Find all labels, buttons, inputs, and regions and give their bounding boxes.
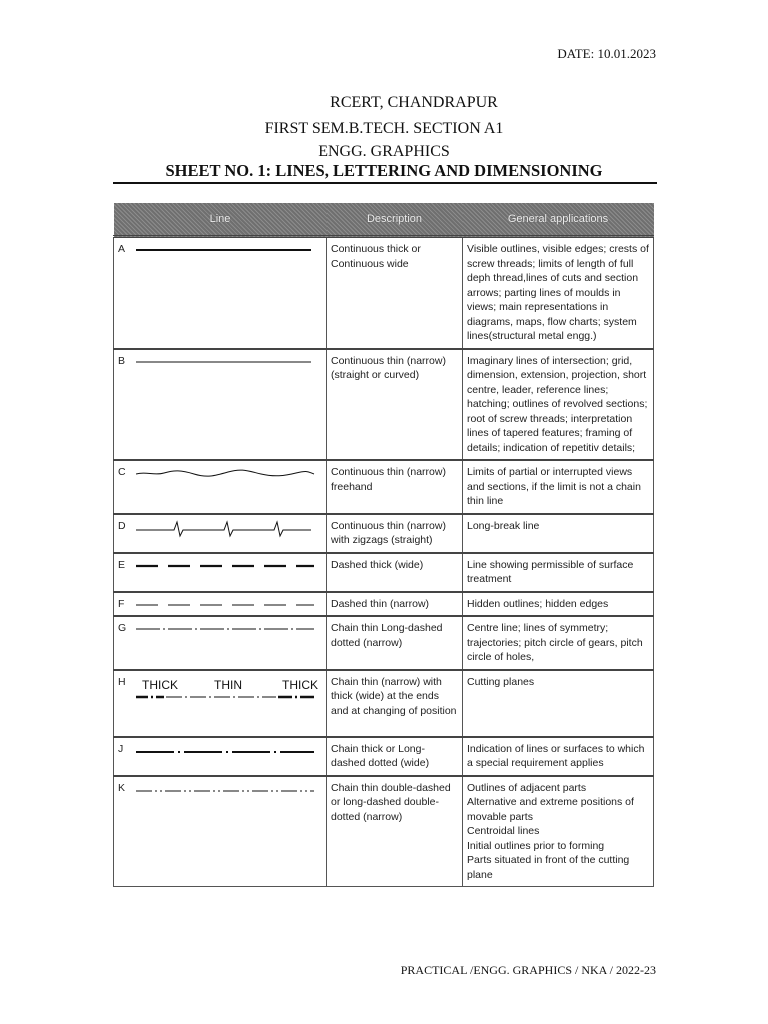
line-cell: [114, 514, 327, 553]
applications-cell: Centre line; lines of symmetry; trajectories; pitch circle of gears, pitch circle of holes,: [463, 616, 654, 670]
row-letter: K: [118, 781, 126, 794]
applications-cell: Hidden outlines; hidden edges: [463, 592, 654, 617]
line-cell: [114, 592, 327, 617]
description-cell: Continuous thin (narrow) freehand: [327, 460, 463, 514]
institute-title: RCERT, CHANDRAPUR: [330, 94, 498, 111]
date-label: DATE: 10.01.2023: [557, 46, 656, 61]
applications-cell: Limits of partial or interrupted views and sections, if the limit is not a chain thin line: [463, 460, 654, 514]
thin-label: THIN: [214, 677, 242, 692]
line-cell: [114, 670, 327, 737]
course-title: FIRST SEM.B.TECH. SECTION A1: [264, 120, 504, 137]
row-letter: E: [118, 558, 126, 571]
row-letter: A: [118, 243, 126, 255]
line-cell: [114, 349, 327, 461]
line-cell: [114, 776, 327, 887]
title-underline: [113, 182, 657, 184]
double-dashed-line-sample: [136, 782, 316, 796]
sheet-title: SHEET NO. 1: LINES, LETTERING AND DIMENSIONING: [165, 161, 603, 180]
header-line: Line: [114, 203, 327, 237]
applications-cell: Visible outlines, visible edges; crests of screw threads; limits of length of full deph thread,lines of cuts and section arrows; parting lines of moulds in views; main representations in diagrams, maps, flow charts; system lines(structural metal engg.): [463, 237, 654, 349]
line-cell: [114, 553, 327, 592]
applications-cell: Imaginary lines of intersection; grid, dimension, extension, projection, short centre, leader, reference lines; hatching; outlines of revolved sections; root of screw threads; interpretation lines of tapered features; framing of details; indication of repetitiv details;: [463, 349, 654, 461]
description-cell: Dashed thin (narrow): [327, 592, 463, 617]
page-footer: PRACTICAL /ENGG. GRAPHICS / NKA / 2022-23: [400, 963, 656, 977]
dashed-thin-line-sample: [136, 598, 316, 612]
table-row: [114, 349, 654, 461]
line-cell: [114, 460, 327, 514]
table-row: [114, 776, 654, 887]
applications-cell: Indication of lines or surfaces to which a special requirement applies: [463, 737, 654, 776]
subject-title: ENGG. GRAPHICS: [318, 143, 450, 160]
thick-label: THICK: [282, 677, 318, 692]
description-cell: Chain thin double-dashed or long-dashed double-dotted (narrow): [327, 776, 463, 887]
description-cell: Chain thick or Long-dashed dotted (wide): [327, 737, 463, 776]
row-letter: D: [118, 519, 126, 532]
line-cell: [114, 616, 327, 670]
applications-cell: Outlines of adjacent parts Alternative and extreme positions of movable parts Centroidal lines Initial outlines prior to forming Parts situated in front of the cutting plane: [463, 776, 654, 887]
applications-cell: Cutting planes: [463, 670, 654, 737]
row-letter: C: [118, 466, 126, 478]
table-row: [114, 616, 654, 670]
freehand-line-sample: [136, 466, 316, 480]
chain-thick-line-sample: [136, 743, 316, 757]
description-cell: Chain thin (narrow) with thick (wide) at the ends and at changing of position: [327, 670, 463, 737]
description-cell: Dashed thick (wide): [327, 553, 463, 592]
header-applications: General applications: [463, 203, 654, 237]
header-description: Description: [327, 203, 463, 237]
continuous-thin-line-sample: [136, 355, 316, 369]
continuous-thick-line-sample: [136, 243, 316, 257]
applications-cell: Long-break line: [463, 514, 654, 553]
row-letter: H: [118, 675, 126, 688]
row-letter: J: [118, 742, 124, 755]
thick-label: THICK: [142, 677, 178, 692]
dashed-thick-line-sample: [136, 559, 316, 573]
table-row: [114, 670, 654, 737]
table-row: [114, 553, 654, 592]
row-letter: G: [118, 622, 127, 634]
table-row: [114, 460, 654, 514]
description-cell: Continuous thick or Continuous wide: [327, 237, 463, 349]
table-row: [114, 592, 654, 617]
row-letter: B: [118, 354, 126, 367]
table-row: [114, 737, 654, 776]
zigzag-line-sample: [136, 518, 316, 538]
line-cell: [114, 237, 327, 349]
applications-cell: Line showing permissible of surface treatment: [463, 553, 654, 592]
table-header-row: [114, 203, 654, 237]
table-row: [114, 514, 654, 553]
table-row: [114, 237, 654, 349]
description-cell: Continuous thin (narrow) (straight or curved): [327, 349, 463, 461]
line-types-table: [113, 203, 654, 887]
row-letter: F: [118, 597, 125, 610]
description-cell: Continuous thin (narrow) with zigzags (straight): [327, 514, 463, 553]
description-cell: Chain thin Long-dashed dotted (narrow): [327, 616, 463, 670]
chain-thin-line-sample: [136, 622, 316, 636]
line-cell: [114, 737, 327, 776]
cutting-plane-line-sample: [136, 690, 316, 704]
